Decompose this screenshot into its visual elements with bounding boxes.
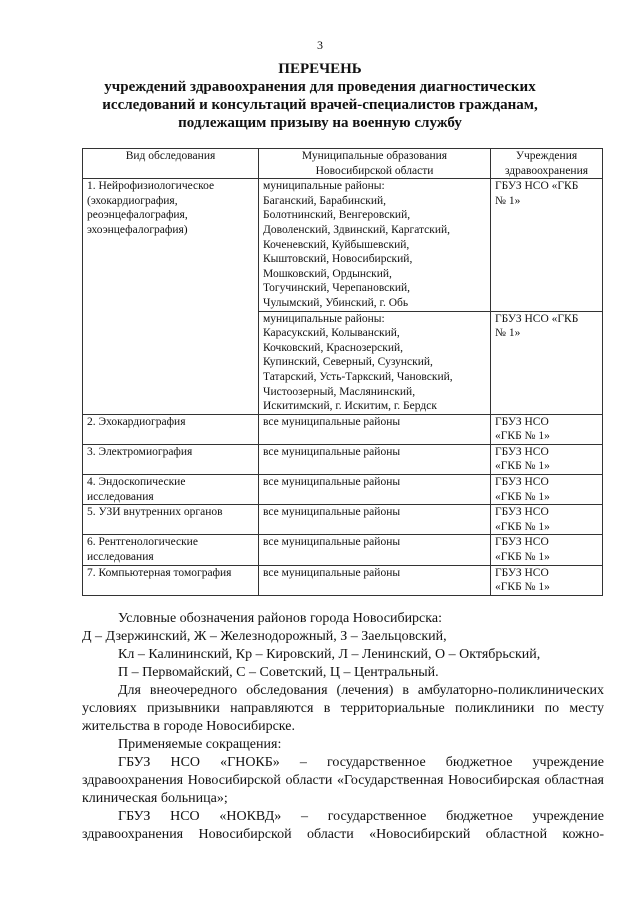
cell-areas: все муниципальные районы	[259, 505, 491, 535]
document-subtitle: учреждений здравоохранения для проведения диагностических исследований и консультаций врачей-специалистов гражданам, подлежащим призыву на военную службу	[102, 79, 538, 131]
abbreviation-item: ГБУЗ НСО «НОКВД» – государственное бюджетное учреждение здравоохранения Новосибирской области «Новосибирский областной кожно-	[82, 809, 604, 842]
institutions-table	[82, 148, 603, 596]
table-row	[83, 179, 603, 311]
table-row	[83, 505, 603, 535]
header-municipalities: Муниципальные образования Новосибирской области	[259, 149, 491, 179]
cell-areas: муниципальные районы: Баганский, Барабинский, Болотнинский, Венгеровский, Доволенский, Здвинский, Каргатский, Коченевский, Куйбышевский, Кыштовский, Новосибирский, Мошковский, Ордынский, Тогучинский, Черепановский, Чулымский, Убинский, г. Обь	[259, 179, 491, 311]
cell-areas: все муниципальные районы	[259, 444, 491, 474]
cell-institution: ГБУЗ НСО «ГКБ № 1»	[491, 475, 603, 505]
header-institutions: Учреждения здравоохранения	[491, 149, 603, 179]
cell-areas: все муниципальные районы	[259, 565, 491, 595]
legend-line: П – Первомайский, С – Советский, Ц – Центральный.	[118, 665, 439, 680]
cell-institution: ГБУЗ НСО «ГКБ № 1»	[491, 535, 603, 565]
cell-exam: 3. Электромиография	[83, 444, 259, 474]
table-row	[83, 444, 603, 474]
cell-exam: 1. Нейрофизиологическое (эхокардиография, реоэнцефалография, эхоэнцефалография)	[83, 179, 259, 415]
cell-institution: ГБУЗ НСО «ГКБ № 1»	[491, 311, 603, 414]
page-number: 3	[317, 38, 323, 52]
document-body	[82, 610, 604, 844]
cell-institution: ГБУЗ НСО «ГКБ № 1»	[491, 505, 603, 535]
cell-exam: 7. Компьютерная томография	[83, 565, 259, 595]
cell-institution: ГБУЗ НСО «ГКБ № 1»	[491, 565, 603, 595]
cell-areas: все муниципальные районы	[259, 475, 491, 505]
abbreviations-heading: Применяемые сокращения:	[118, 737, 282, 752]
table-row	[83, 475, 603, 505]
cell-exam: 6. Рентгенологические исследования	[83, 535, 259, 565]
table-row	[83, 565, 603, 595]
legend-line: Д – Дзержинский, Ж – Железнодорожный, З – Заельцовский,	[82, 629, 447, 644]
legend-line: Кл – Калининский, Кр – Кировский, Л – Ленинский, О – Октябрьский,	[118, 647, 541, 662]
table-header-row	[83, 149, 603, 179]
cell-exam: 2. Эхокардиография	[83, 414, 259, 444]
legend-heading: Условные обозначения районов города Новосибирска:	[118, 611, 442, 626]
cell-institution: ГБУЗ НСО «ГКБ № 1»	[491, 444, 603, 474]
table-row	[83, 535, 603, 565]
document-title: ПЕРЕЧЕНЬ	[278, 61, 362, 77]
cell-exam: 5. УЗИ внутренних органов	[83, 505, 259, 535]
abbreviation-item: ГБУЗ НСО «ГНОКБ» – государственное бюджетное учреждение здравоохранения Новосибирской области «Государственная Новосибирская областная клиническая больница»;	[82, 755, 604, 806]
cell-institution: ГБУЗ НСО «ГКБ № 1»	[491, 179, 603, 311]
cell-exam: 4. Эндоскопические исследования	[83, 475, 259, 505]
table-row	[83, 414, 603, 444]
cell-institution: ГБУЗ НСО «ГКБ № 1»	[491, 414, 603, 444]
header-exam-type: Вид обследования	[83, 149, 259, 179]
cell-areas: все муниципальные районы	[259, 535, 491, 565]
extra-paragraph: Для внеочередного обследования (лечения) в амбулаторно-поликлинических условиях призывники направляются в территориальные поликлиники по месту жительства в городе Новосибирске.	[82, 683, 604, 734]
cell-areas: муниципальные районы: Карасукский, Колыванский, Кочковский, Краснозерский, Купинский, Северный, Сузунский, Татарский, Усть-Таркский, Чановский, Чистоозерный, Маслянинский, Искитимский, г. Искитим, г. Бердск	[259, 311, 491, 414]
cell-areas: все муниципальные районы	[259, 414, 491, 444]
